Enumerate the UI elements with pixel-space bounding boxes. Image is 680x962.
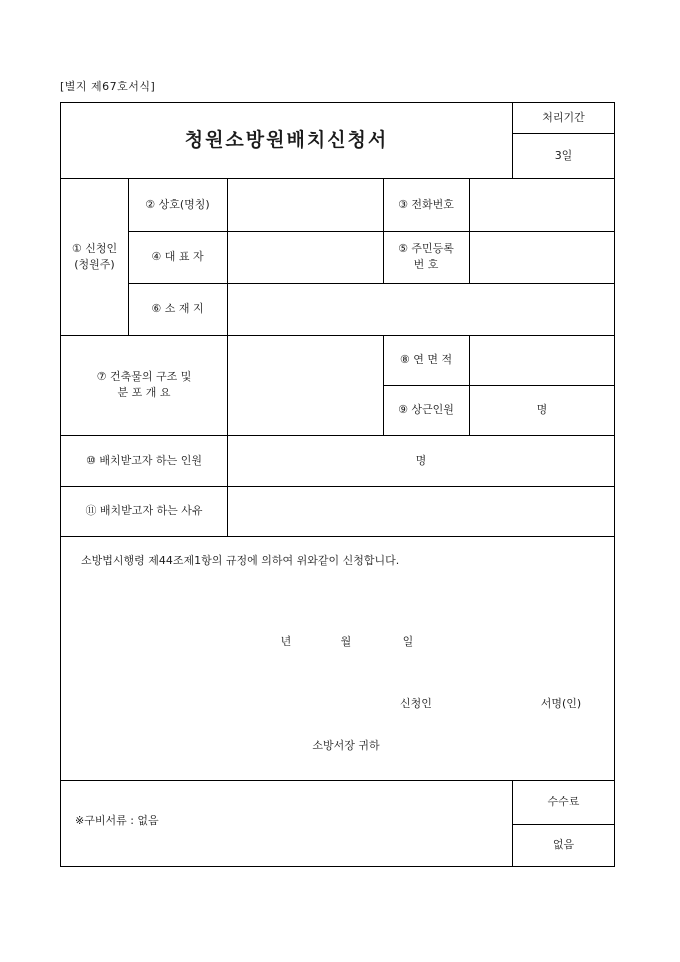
resident-number-field[interactable] [469, 231, 615, 283]
resident-number-label: ⑤ 주민등록 번 호 [398, 242, 454, 271]
processing-period-label: 처리기간 [542, 111, 585, 125]
representative-label: ④ 대 표 자 [151, 250, 204, 264]
form-number-label: [별지 제67호서식] [60, 80, 156, 93]
date-day-label: 일 [402, 635, 414, 649]
required-documents-note: ※구비서류 : 없음 [75, 814, 159, 828]
divider [61, 536, 615, 537]
date-year-label: 년 [280, 635, 292, 649]
applicant-sign-label: 신청인 [400, 697, 432, 711]
floor-area-label: ⑧ 연 면 적 [399, 353, 453, 367]
signature-seal-label: 서명(인) [540, 697, 582, 711]
full-time-staff-label: ⑨ 상근인원 [398, 403, 454, 417]
fee-label: 수수료 [547, 795, 580, 809]
assign-reason-label: ⑪ 배치받고자 하는 사유 [85, 504, 203, 518]
floor-area-field[interactable] [469, 335, 615, 385]
addressee-label: 소방서장 귀하 [312, 739, 380, 753]
assign-reason-field[interactable] [227, 486, 615, 536]
assign-count-field[interactable]: 명 [415, 453, 427, 467]
trade-name-label: ② 상호(명칭) [145, 197, 210, 211]
address-label: ⑥ 소 재 지 [151, 302, 204, 316]
trade-name-field[interactable] [227, 178, 383, 231]
application-form [60, 102, 615, 867]
assign-count-label: ⑩ 배치받고자 하는 인원 [86, 453, 202, 467]
representative-field[interactable] [227, 231, 383, 283]
phone-field[interactable] [469, 178, 615, 231]
processing-period-value: 3일 [554, 148, 573, 162]
full-time-staff-field[interactable]: 명 [536, 403, 548, 417]
fee-value: 없음 [552, 838, 575, 852]
building-structure-field[interactable] [227, 335, 383, 435]
form-title: 청원소방원배치신청서 [184, 128, 389, 151]
date-month-label: 월 [340, 635, 352, 649]
applicant-label: ① 신청인 (청원주) [71, 241, 118, 271]
phone-label: ③ 전화번호 [398, 197, 454, 211]
address-field[interactable] [227, 283, 615, 335]
declaration-statement: 소방법시행령 제44조제1항의 규정에 의하여 위와같이 신청합니다. [81, 554, 400, 568]
building-structure-label: ⑦ 건축물의 구조 및 분 포 개 요 [96, 370, 192, 399]
